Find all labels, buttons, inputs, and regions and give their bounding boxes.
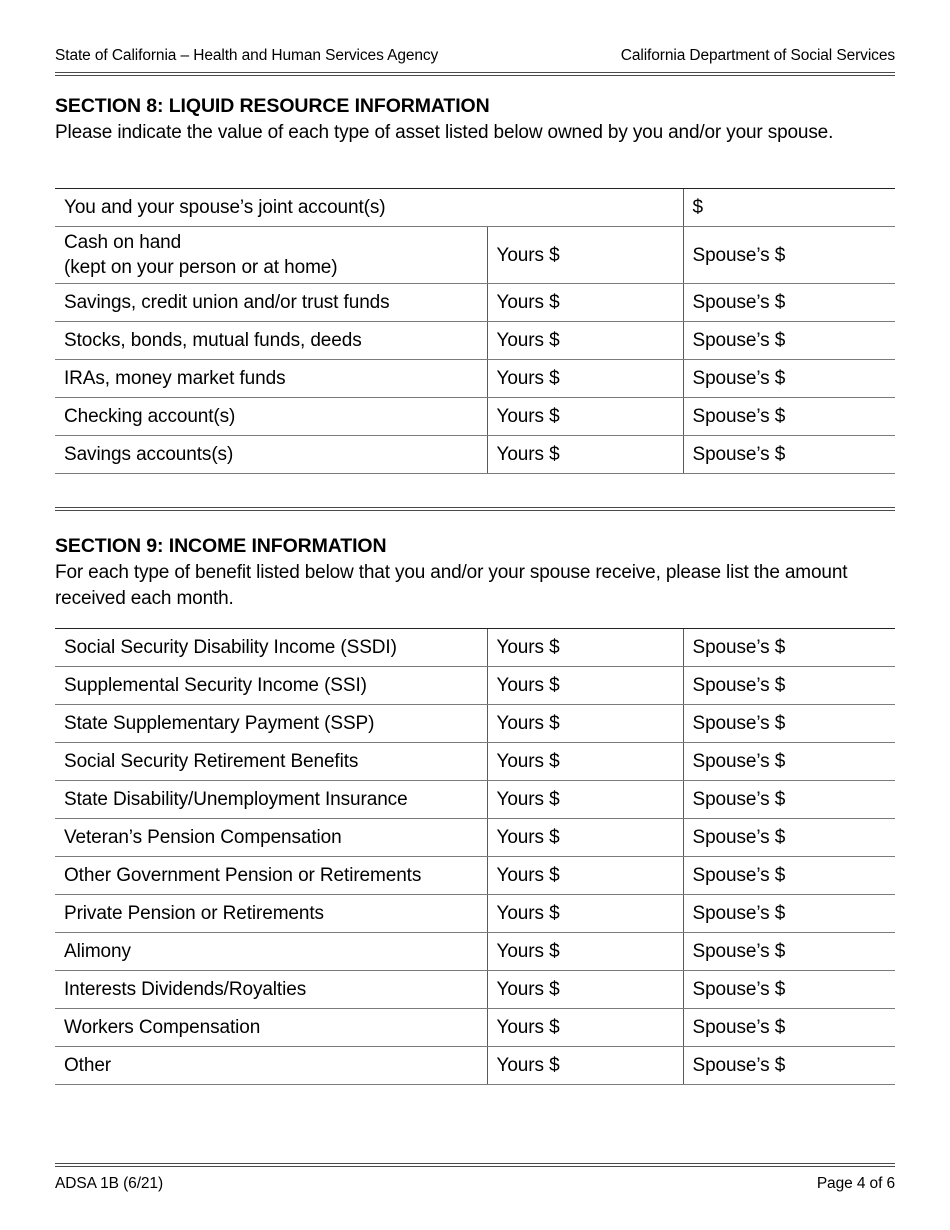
section-8-intro: Please indicate the value of each type of asset listed below owned by you and/or your spouse. <box>55 122 834 143</box>
section-9-title: SECTION 9: INCOME INFORMATION <box>55 535 387 557</box>
table-row <box>55 705 895 743</box>
ssi-yours-field[interactable]: Yours $ <box>487 667 683 705</box>
table-row <box>55 360 895 398</box>
table-row <box>55 322 895 360</box>
alimony-spouse-field[interactable]: Spouse’s $ <box>683 933 895 971</box>
header-agency-left: State of California – Health and Human Services Agency <box>55 47 439 64</box>
income-label-social-security-retirement: Social Security Retirement Benefits <box>55 743 487 781</box>
ssdi-yours-field[interactable]: Yours $ <box>487 629 683 667</box>
table-row <box>55 629 895 667</box>
private-pension-spouse-field[interactable]: Spouse’s $ <box>683 895 895 933</box>
ssp-spouse-field[interactable]: Spouse’s $ <box>683 705 895 743</box>
asset-label-stocks-bonds: Stocks, bonds, mutual funds, deeds <box>55 322 487 360</box>
cash-on-hand-yours-field[interactable]: Yours $ <box>487 227 683 284</box>
ssp-yours-field[interactable]: Yours $ <box>487 705 683 743</box>
stocks-bonds-yours-field[interactable]: Yours $ <box>487 322 683 360</box>
table-row <box>55 398 895 436</box>
income-label-state-disability-unemployment: State Disability/Unemployment Insurance <box>55 781 487 819</box>
workers-compensation-yours-field[interactable]: Yours $ <box>487 1009 683 1047</box>
checking-accounts-yours-field[interactable]: Yours $ <box>487 398 683 436</box>
asset-label-iras-money-market: IRAs, money market funds <box>55 360 487 398</box>
iras-money-market-yours-field[interactable]: Yours $ <box>487 360 683 398</box>
table-row <box>55 1047 895 1085</box>
asset-label-checking-accounts: Checking account(s) <box>55 398 487 436</box>
section-divider-rule <box>55 507 895 511</box>
private-pension-yours-field[interactable]: Yours $ <box>487 895 683 933</box>
workers-compensation-spouse-field[interactable]: Spouse’s $ <box>683 1009 895 1047</box>
savings-accounts-spouse-field[interactable]: Spouse’s $ <box>683 436 895 474</box>
other-income-spouse-field[interactable]: Spouse’s $ <box>683 1047 895 1085</box>
income-information-table <box>55 628 895 1085</box>
stocks-bonds-spouse-field[interactable]: Spouse’s $ <box>683 322 895 360</box>
savings-credit-union-spouse-field[interactable]: Spouse’s $ <box>683 284 895 322</box>
income-label-ssdi: Social Security Disability Income (SSDI) <box>55 629 487 667</box>
document-footer <box>55 1175 895 1193</box>
other-government-pension-yours-field[interactable]: Yours $ <box>487 857 683 895</box>
interests-dividends-royalties-yours-field[interactable]: Yours $ <box>487 971 683 1009</box>
document-header <box>55 47 895 65</box>
income-label-veterans-pension: Veteran’s Pension Compensation <box>55 819 487 857</box>
state-disability-unemployment-yours-field[interactable]: Yours $ <box>487 781 683 819</box>
interests-dividends-royalties-spouse-field[interactable]: Spouse’s $ <box>683 971 895 1009</box>
social-security-retirement-spouse-field[interactable]: Spouse’s $ <box>683 743 895 781</box>
section-9-heading-block <box>55 534 900 612</box>
social-security-retirement-yours-field[interactable]: Yours $ <box>487 743 683 781</box>
veterans-pension-yours-field[interactable]: Yours $ <box>487 819 683 857</box>
table-row <box>55 971 895 1009</box>
veterans-pension-spouse-field[interactable]: Spouse’s $ <box>683 819 895 857</box>
table-row <box>55 895 895 933</box>
form-identifier: ADSA 1B (6/21) <box>55 1175 164 1192</box>
table-row <box>55 743 895 781</box>
section-8-title: SECTION 8: LIQUID RESOURCE INFORMATION <box>55 95 490 117</box>
liquid-resource-table <box>55 188 895 474</box>
asset-label-line-1: Cash on hand <box>64 232 182 253</box>
page-number: Page 4 of 6 <box>816 1175 895 1192</box>
header-divider-rule <box>55 72 895 76</box>
state-disability-unemployment-spouse-field[interactable]: Spouse’s $ <box>683 781 895 819</box>
table-row <box>55 227 895 284</box>
income-label-other-government-pension: Other Government Pension or Retirements <box>55 857 487 895</box>
other-income-yours-field[interactable]: Yours $ <box>487 1047 683 1085</box>
header-agency-right: California Department of Social Services <box>620 47 895 64</box>
income-label-other: Other <box>55 1047 487 1085</box>
income-label-ssi: Supplemental Security Income (SSI) <box>55 667 487 705</box>
income-label-workers-compensation: Workers Compensation <box>55 1009 487 1047</box>
section-8-heading-block <box>55 94 900 146</box>
footer-divider-rule <box>55 1163 895 1167</box>
table-row <box>55 933 895 971</box>
income-label-private-pension: Private Pension or Retirements <box>55 895 487 933</box>
asset-label-savings-accounts: Savings accounts(s) <box>55 436 487 474</box>
asset-label-cash-on-hand <box>55 227 487 284</box>
cash-on-hand-spouse-field[interactable]: Spouse’s $ <box>683 227 895 284</box>
income-label-alimony: Alimony <box>55 933 487 971</box>
joint-account-amount-field[interactable]: $ <box>683 189 895 227</box>
ssi-spouse-field[interactable]: Spouse’s $ <box>683 667 895 705</box>
other-government-pension-spouse-field[interactable]: Spouse’s $ <box>683 857 895 895</box>
table-row <box>55 436 895 474</box>
section-9-intro: For each type of benefit listed below that you and/or your spouse receive, please list the amount received each month. <box>55 562 848 609</box>
savings-accounts-yours-field[interactable]: Yours $ <box>487 436 683 474</box>
asset-label-line-2: (kept on your person or at home) <box>64 257 338 278</box>
table-row <box>55 284 895 322</box>
table-row <box>55 1009 895 1047</box>
checking-accounts-spouse-field[interactable]: Spouse’s $ <box>683 398 895 436</box>
asset-label-savings-credit-union: Savings, credit union and/or trust funds <box>55 284 487 322</box>
iras-money-market-spouse-field[interactable]: Spouse’s $ <box>683 360 895 398</box>
table-row <box>55 189 895 227</box>
table-row <box>55 819 895 857</box>
income-label-interests-dividends-royalties: Interests Dividends/Royalties <box>55 971 487 1009</box>
income-label-ssp: State Supplementary Payment (SSP) <box>55 705 487 743</box>
table-row <box>55 781 895 819</box>
ssdi-spouse-field[interactable]: Spouse’s $ <box>683 629 895 667</box>
alimony-yours-field[interactable]: Yours $ <box>487 933 683 971</box>
table-row <box>55 667 895 705</box>
table-row <box>55 857 895 895</box>
savings-credit-union-yours-field[interactable]: Yours $ <box>487 284 683 322</box>
asset-label-joint-account: You and your spouse’s joint account(s) <box>55 189 683 227</box>
